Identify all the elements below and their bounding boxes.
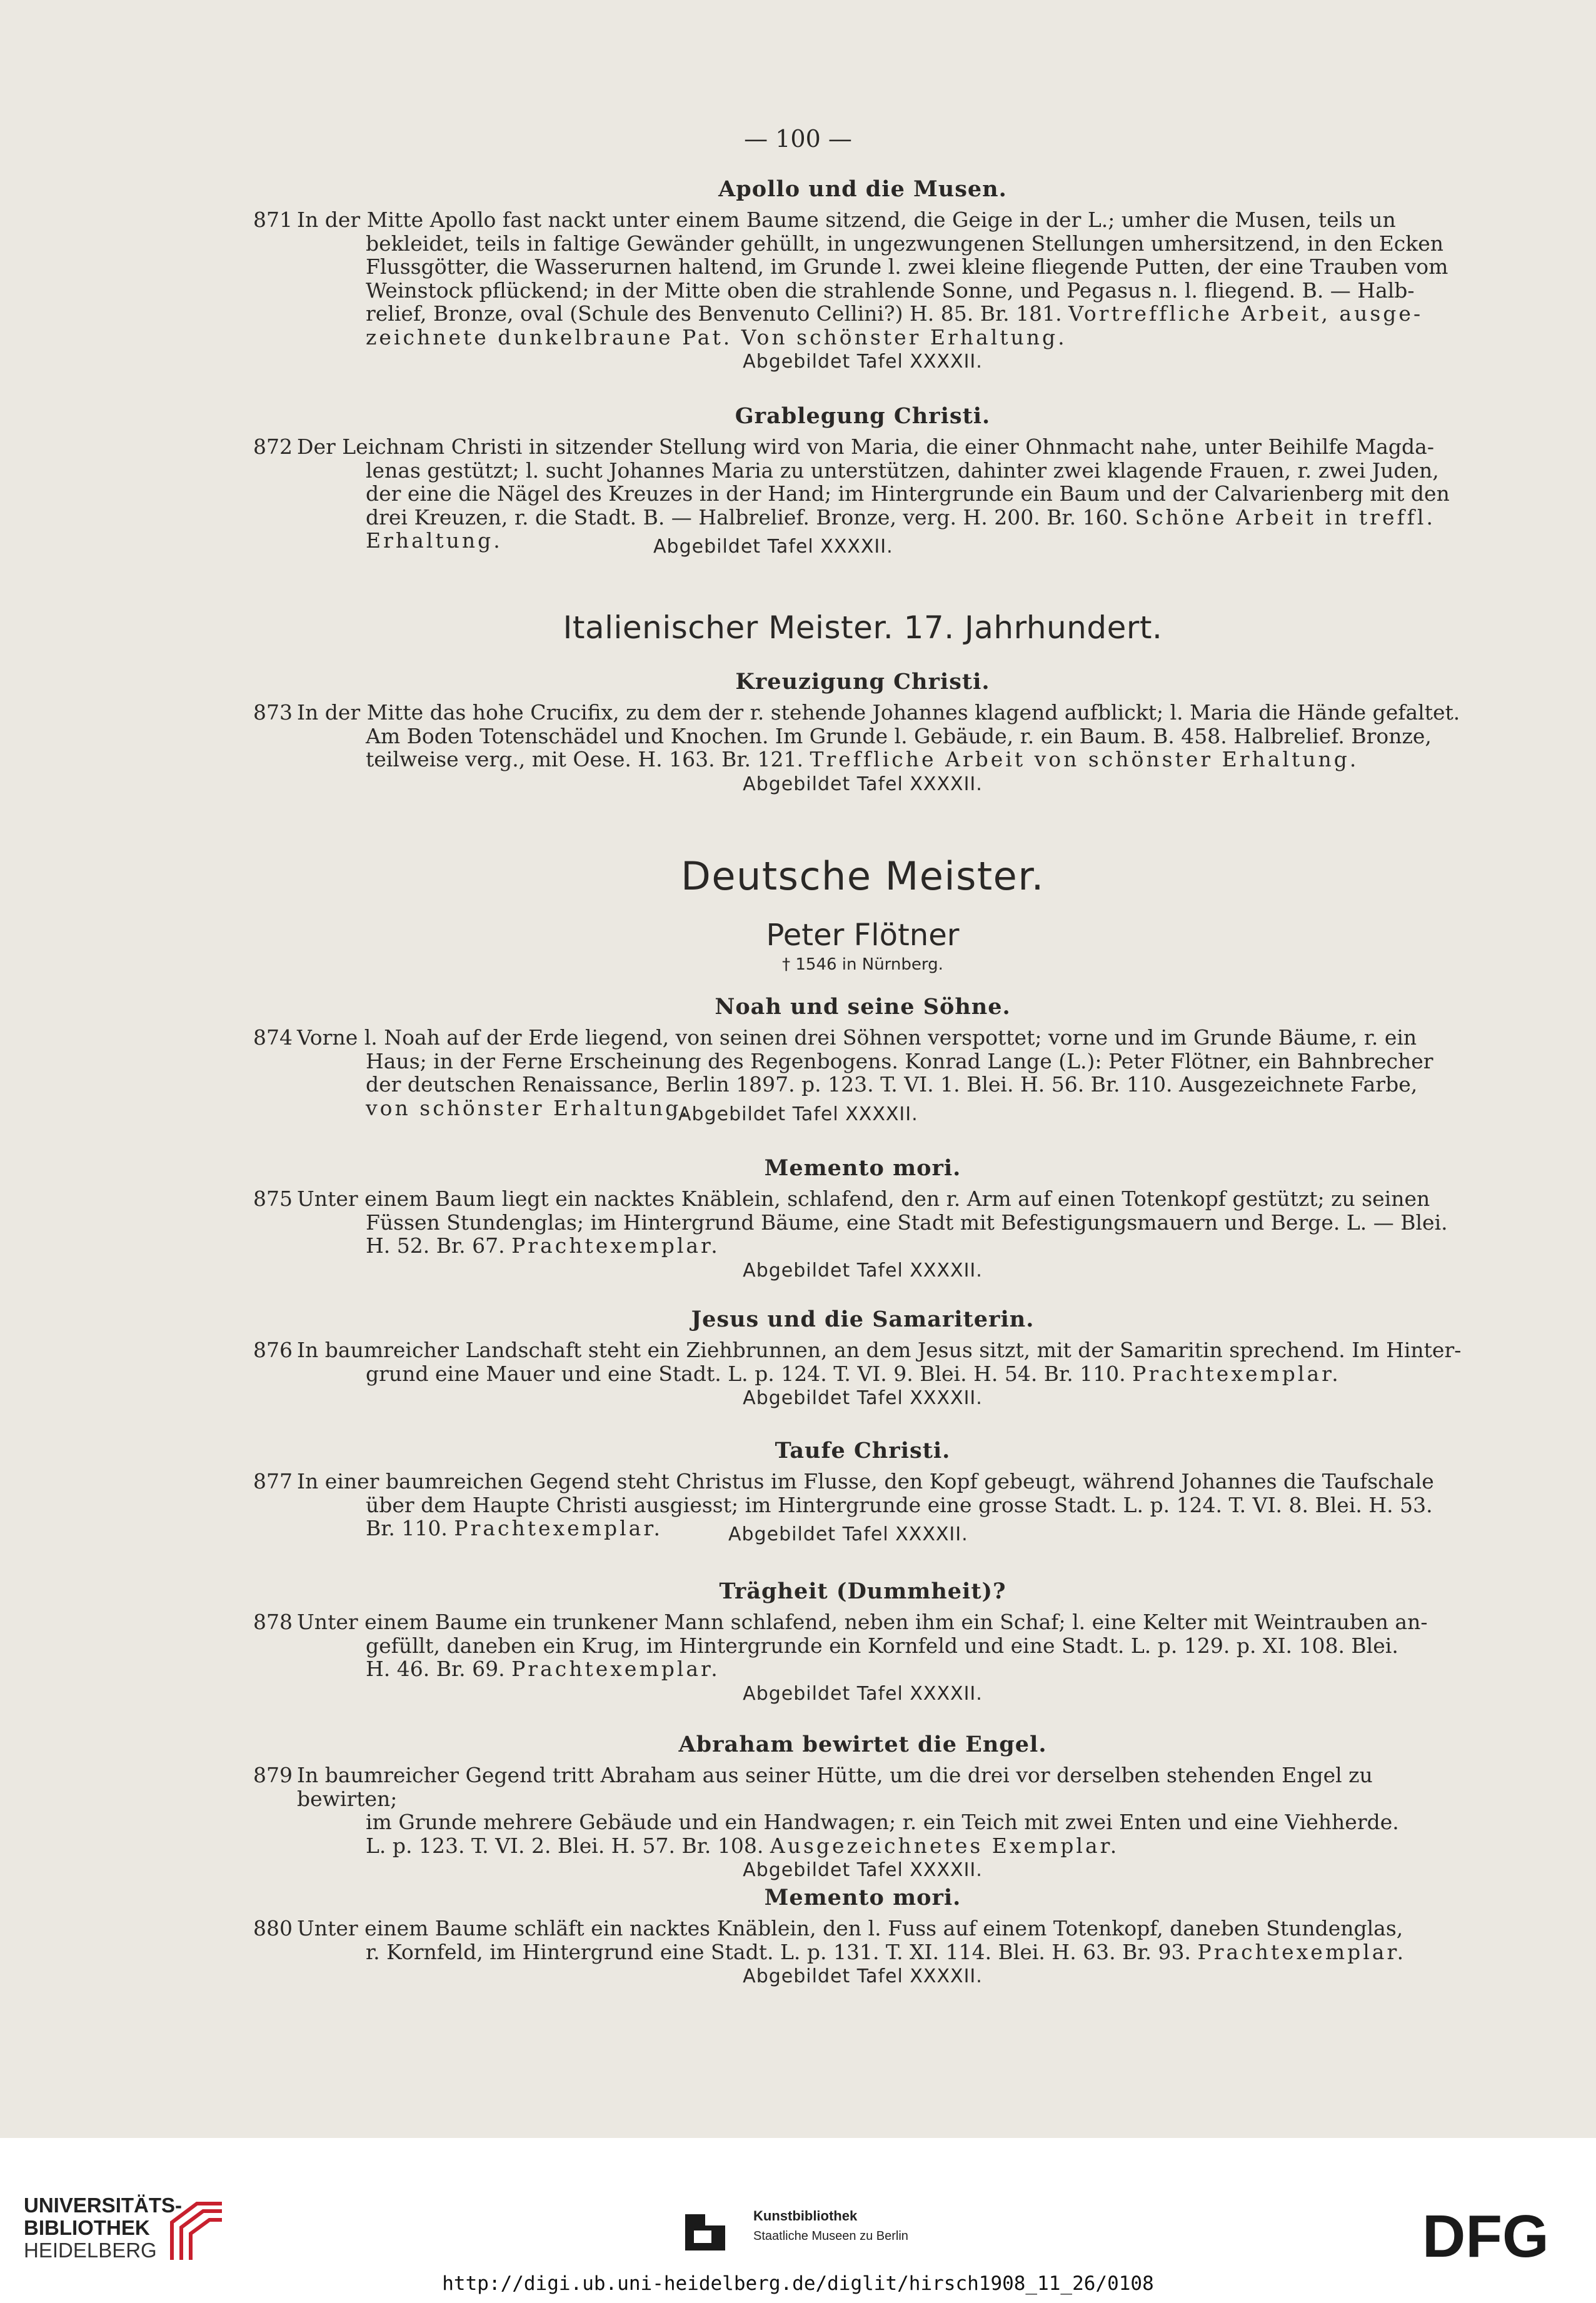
entry-body: [253, 1764, 1472, 1882]
entry-line: lenas gestützt; l. sucht Johannes Maria zu unterstützen, dahinter zwei klagende Frauen, r. zwei Juden,: [366, 458, 1439, 483]
ub-logo-line: UNIVERSITÄTS-: [24, 2194, 183, 2217]
entry-number: 875: [253, 1187, 293, 1211]
entry-number: 874: [253, 1025, 293, 1050]
condition-note: Vortreffliche Arbeit, ausge-: [1068, 301, 1423, 326]
entry-body: [253, 1187, 1472, 1282]
entry-line: H. 52. Br. 67.: [366, 1233, 505, 1258]
entry-line: Füssen Stundenglas; im Hintergrund Bäume, eine Stadt mit Befestigungsmauern und Berge. L. — Blei.: [366, 1210, 1448, 1235]
plate-caption: Abgebildet Tafel XXXXII.: [743, 1259, 983, 1282]
entry-line: gefüllt, daneben ein Krug, im Hintergrunde ein Kornfeld und eine Stadt. L. p. 129. p. XI. 108. Blei.: [366, 1633, 1398, 1658]
plate-caption: Abgebildet Tafel XXXXII.: [743, 1387, 983, 1409]
artist-dates: † 1546 in Nürnberg.: [782, 955, 943, 974]
entry-heading: Kreuzigung Christi.: [735, 669, 990, 695]
entry-heading: Taufe Christi.: [775, 1438, 951, 1463]
entry-line: Vorne l. Noah auf der Erde liegend, von seinen drei Söhnen verspottet; vorne und im Grunde Bäume, r. ein: [297, 1025, 1417, 1050]
entry-872: [253, 403, 1472, 558]
entry-line: im Grunde mehrere Gebäude und ein Handwagen; r. ein Teich mit zwei Enten und eine Viehherde.: [366, 1810, 1399, 1834]
section-heading: Deutsche Meister.: [681, 853, 1045, 899]
kunstbibliothek-sub: Staatliche Museen zu Berlin: [753, 2229, 908, 2243]
entry-line: Unter einem Baume ein trunkener Mann schlafend, neben ihm ein Schaf; l. eine Kelter mit Weintrauben an-: [297, 1610, 1428, 1634]
entry-heading: Trägheit (Dummheit)?: [719, 1578, 1006, 1604]
condition-note: Prachtexemplar.: [1132, 1361, 1341, 1386]
kunstbibliothek-name: Kunstbibliothek: [753, 2208, 858, 2224]
entry-line: bekleidet, teils in faltige Gewänder gehüllt, in ungezwungenen Stellungen umhersitzend, in den Ecken: [366, 231, 1444, 256]
plate-caption: Abgebildet Tafel XXXXII.: [743, 1965, 983, 1987]
entry-line: Flussgötter, die Wasserurnen haltend, im Grunde l. zwei kleine fliegende Putten, der eine Trauben vom: [366, 254, 1448, 279]
entry-number: 878: [253, 1610, 293, 1634]
entry-877: [253, 1438, 1472, 1545]
ub-heidelberg-logo[interactable]: [24, 2194, 182, 2262]
digitization-footer: [0, 2138, 1596, 2303]
entry-body: [253, 701, 1472, 796]
entry-line: L. p. 123. T. VI. 2. Blei. H. 57. Br. 108.: [366, 1833, 764, 1858]
entry-body: [253, 434, 1472, 558]
entry-body: [253, 1917, 1472, 1989]
entry-heading: Noah und seine Söhne.: [715, 994, 1011, 1020]
entry-line: In baumreicher Landschaft steht ein Ziehbrunnen, an dem Jesus sitzt, mit der Samaritin sprechend. Im Hinter-: [297, 1338, 1462, 1362]
entry-line: relief, Bronze, oval (Schule des Benvenuto Cellini?) H. 85. Br. 181.: [366, 301, 1062, 326]
entry-number: 876: [253, 1338, 293, 1362]
entry-number: 879: [253, 1763, 293, 1787]
permalink-url[interactable]: http://digi.ub.uni-heidelberg.de/diglit/hirsch1908_11_26/0108: [442, 2272, 1154, 2295]
condition-note: von schönster Erhaltung.: [366, 1095, 690, 1120]
condition-note: Prachtexemplar.: [1197, 1939, 1407, 1964]
entry-871: [253, 176, 1472, 374]
entry-number: 880: [253, 1916, 293, 1940]
plate-caption: Abgebildet Tafel XXXXII.: [743, 773, 983, 795]
page-number: — 100 —: [744, 125, 852, 153]
plate-caption: Abgebildet Tafel XXXXII.: [743, 1859, 983, 1881]
condition-note: Treffliche Arbeit von schönster Erhaltung.: [810, 747, 1359, 771]
entry-number: 877: [253, 1469, 293, 1493]
entry-line: In der Mitte Apollo fast nackt unter einem Baume sitzend, die Geige in der L.; umher die Musen, teils un: [297, 208, 1396, 232]
entry-873: [253, 669, 1472, 796]
plate-caption: Abgebildet Tafel XXXXII.: [743, 1682, 983, 1705]
entry-line: Der Leichnam Christi in sitzender Stellung wird von Maria, die einer Ohnmacht nahe, unter Beihilfe Magda-: [297, 434, 1434, 459]
entry-line: teilweise verg., mit Oese. H. 163. Br. 121.: [366, 747, 803, 771]
entry-876: [253, 1307, 1472, 1410]
condition-note: Prachtexemplar.: [511, 1657, 720, 1681]
entry-number: 873: [253, 700, 293, 725]
entry-line: der eine die Nägel des Kreuzes in der Hand; im Hintergrunde ein Baum und der Calvarienberg mit den: [366, 481, 1450, 506]
condition-note: Schöne Arbeit in treffl.: [1135, 504, 1435, 529]
dfg-logo-text: DFG: [1422, 2212, 1549, 2262]
entry-line: In einer baumreichen Gegend steht Christus im Flusse, den Kopf gebeugt, während Johannes die Taufschale: [297, 1469, 1434, 1493]
entry-line: über dem Haupte Christi ausgiesst; im Hintergrunde eine grosse Stadt. L. p. 124. T. VI. 8. Blei. H. 53.: [366, 1492, 1433, 1517]
condition-note: Prachtexemplar.: [511, 1233, 720, 1258]
plate-caption: Abgebildet Tafel XXXXII.: [743, 351, 983, 373]
entry-body: [253, 1338, 1472, 1410]
entry-line: In der Mitte das hohe Crucifix, zu dem der r. stehende Johannes klagend aufblickt; l. Maria die Hände gefaltet.: [297, 700, 1460, 725]
plate-caption: Abgebildet Tafel XXXXII.: [653, 536, 893, 558]
entry-line: Haus; in der Ferne Erscheinung des Regenbogens. Konrad Lange (L.): Peter Flötner, ein Bahnbrecher: [366, 1048, 1433, 1073]
section-german: [253, 853, 1472, 974]
plate-caption: Abgebildet Tafel XXXXII.: [678, 1103, 918, 1125]
entry-heading: Jesus und die Samariterin.: [691, 1307, 1035, 1332]
entry-number: 872: [253, 434, 293, 459]
entry-body: [253, 1469, 1472, 1545]
condition-note: Ausgezeichnetes Exemplar.: [770, 1833, 1120, 1858]
entry-879: [253, 1732, 1472, 1882]
entry-line: r. Kornfeld, im Hintergrund eine Stadt. L. p. 131. T. XI. 114. Blei. H. 63. Br. 93.: [366, 1939, 1191, 1964]
entry-line: Unter einem Baum liegt ein nacktes Knäblein, schlafend, den r. Arm auf einen Totenkopf gestützt; zu seinen: [297, 1187, 1430, 1211]
entry-line: der deutschen Renaissance, Berlin 1897. p. 123. T. VI. 1. Blei. H. 56. Br. 110. Ausgezeichnete Farbe,: [366, 1072, 1418, 1096]
plate-caption: Abgebildet Tafel XXXXII.: [728, 1523, 968, 1545]
ub-logo-line: BIBLIOTHEK: [24, 2216, 150, 2239]
kunstbibliothek-logo-icon: [680, 2207, 730, 2259]
section-heading: Italienischer Meister. 17. Jahrhundert.: [563, 610, 1163, 646]
entry-number: 871: [253, 208, 293, 232]
condition-note: Prachtexemplar.: [454, 1516, 663, 1540]
entry-body: [253, 1025, 1472, 1125]
entry-line: Weinstock pflückend; in der Mitte oben die strahlende Sonne, und Pegasus n. l. fliegend. B. — Halb-: [366, 278, 1415, 303]
condition-note: zeichnete dunkelbraune Pat. Von schönster Erhaltung.: [366, 324, 1067, 349]
entry-874: [253, 994, 1472, 1125]
entry-heading: Grablegung Christi.: [735, 403, 991, 429]
entry-line: Unter einem Baume schläft ein nacktes Knäblein, den l. Fuss auf einem Totenkopf, daneben Stundenglas,: [297, 1916, 1403, 1940]
entry-line: In baumreicher Gegend tritt Abraham aus seiner Hütte, um die drei vor derselben stehenden Engel zu bewirten;: [297, 1763, 1373, 1811]
entry-body: [253, 1610, 1472, 1705]
ub-heidelberg-mark-icon: [159, 2197, 228, 2269]
entry-line: Am Boden Totenschädel und Knochen. Im Grunde l. Gebäude, r. ein Baum. B. 458. Halbrelief. Bronze,: [366, 723, 1432, 748]
section-italian: [253, 610, 1472, 646]
entry-body: [253, 208, 1472, 374]
ub-logo-line: HEIDELBERG: [24, 2239, 157, 2262]
kunstbibliothek-label[interactable]: [753, 2208, 908, 2244]
dfg-logo[interactable]: [1422, 2212, 1572, 2264]
entry-heading: Memento mori.: [764, 1885, 961, 1910]
entry-heading: Memento mori.: [764, 1155, 961, 1181]
entry-878: [253, 1578, 1472, 1705]
condition-note: Erhaltung.: [366, 528, 503, 553]
artist-name: Peter Flötner: [766, 918, 960, 953]
entry-line: H. 46. Br. 69.: [366, 1657, 505, 1681]
entry-880: [253, 1885, 1472, 1989]
entry-875: [253, 1155, 1472, 1282]
entry-heading: Abraham bewirtet die Engel.: [678, 1732, 1047, 1757]
entry-heading: Apollo und die Musen.: [718, 176, 1007, 202]
entry-line: grund eine Mauer und eine Stadt. L. p. 124. T. VI. 9. Blei. H. 54. Br. 110.: [366, 1361, 1126, 1386]
entry-line: Br. 110.: [366, 1516, 448, 1540]
entry-line: drei Kreuzen, r. die Stadt. B. — Halbrelief. Bronze, verg. H. 200. Br. 160.: [366, 504, 1129, 529]
